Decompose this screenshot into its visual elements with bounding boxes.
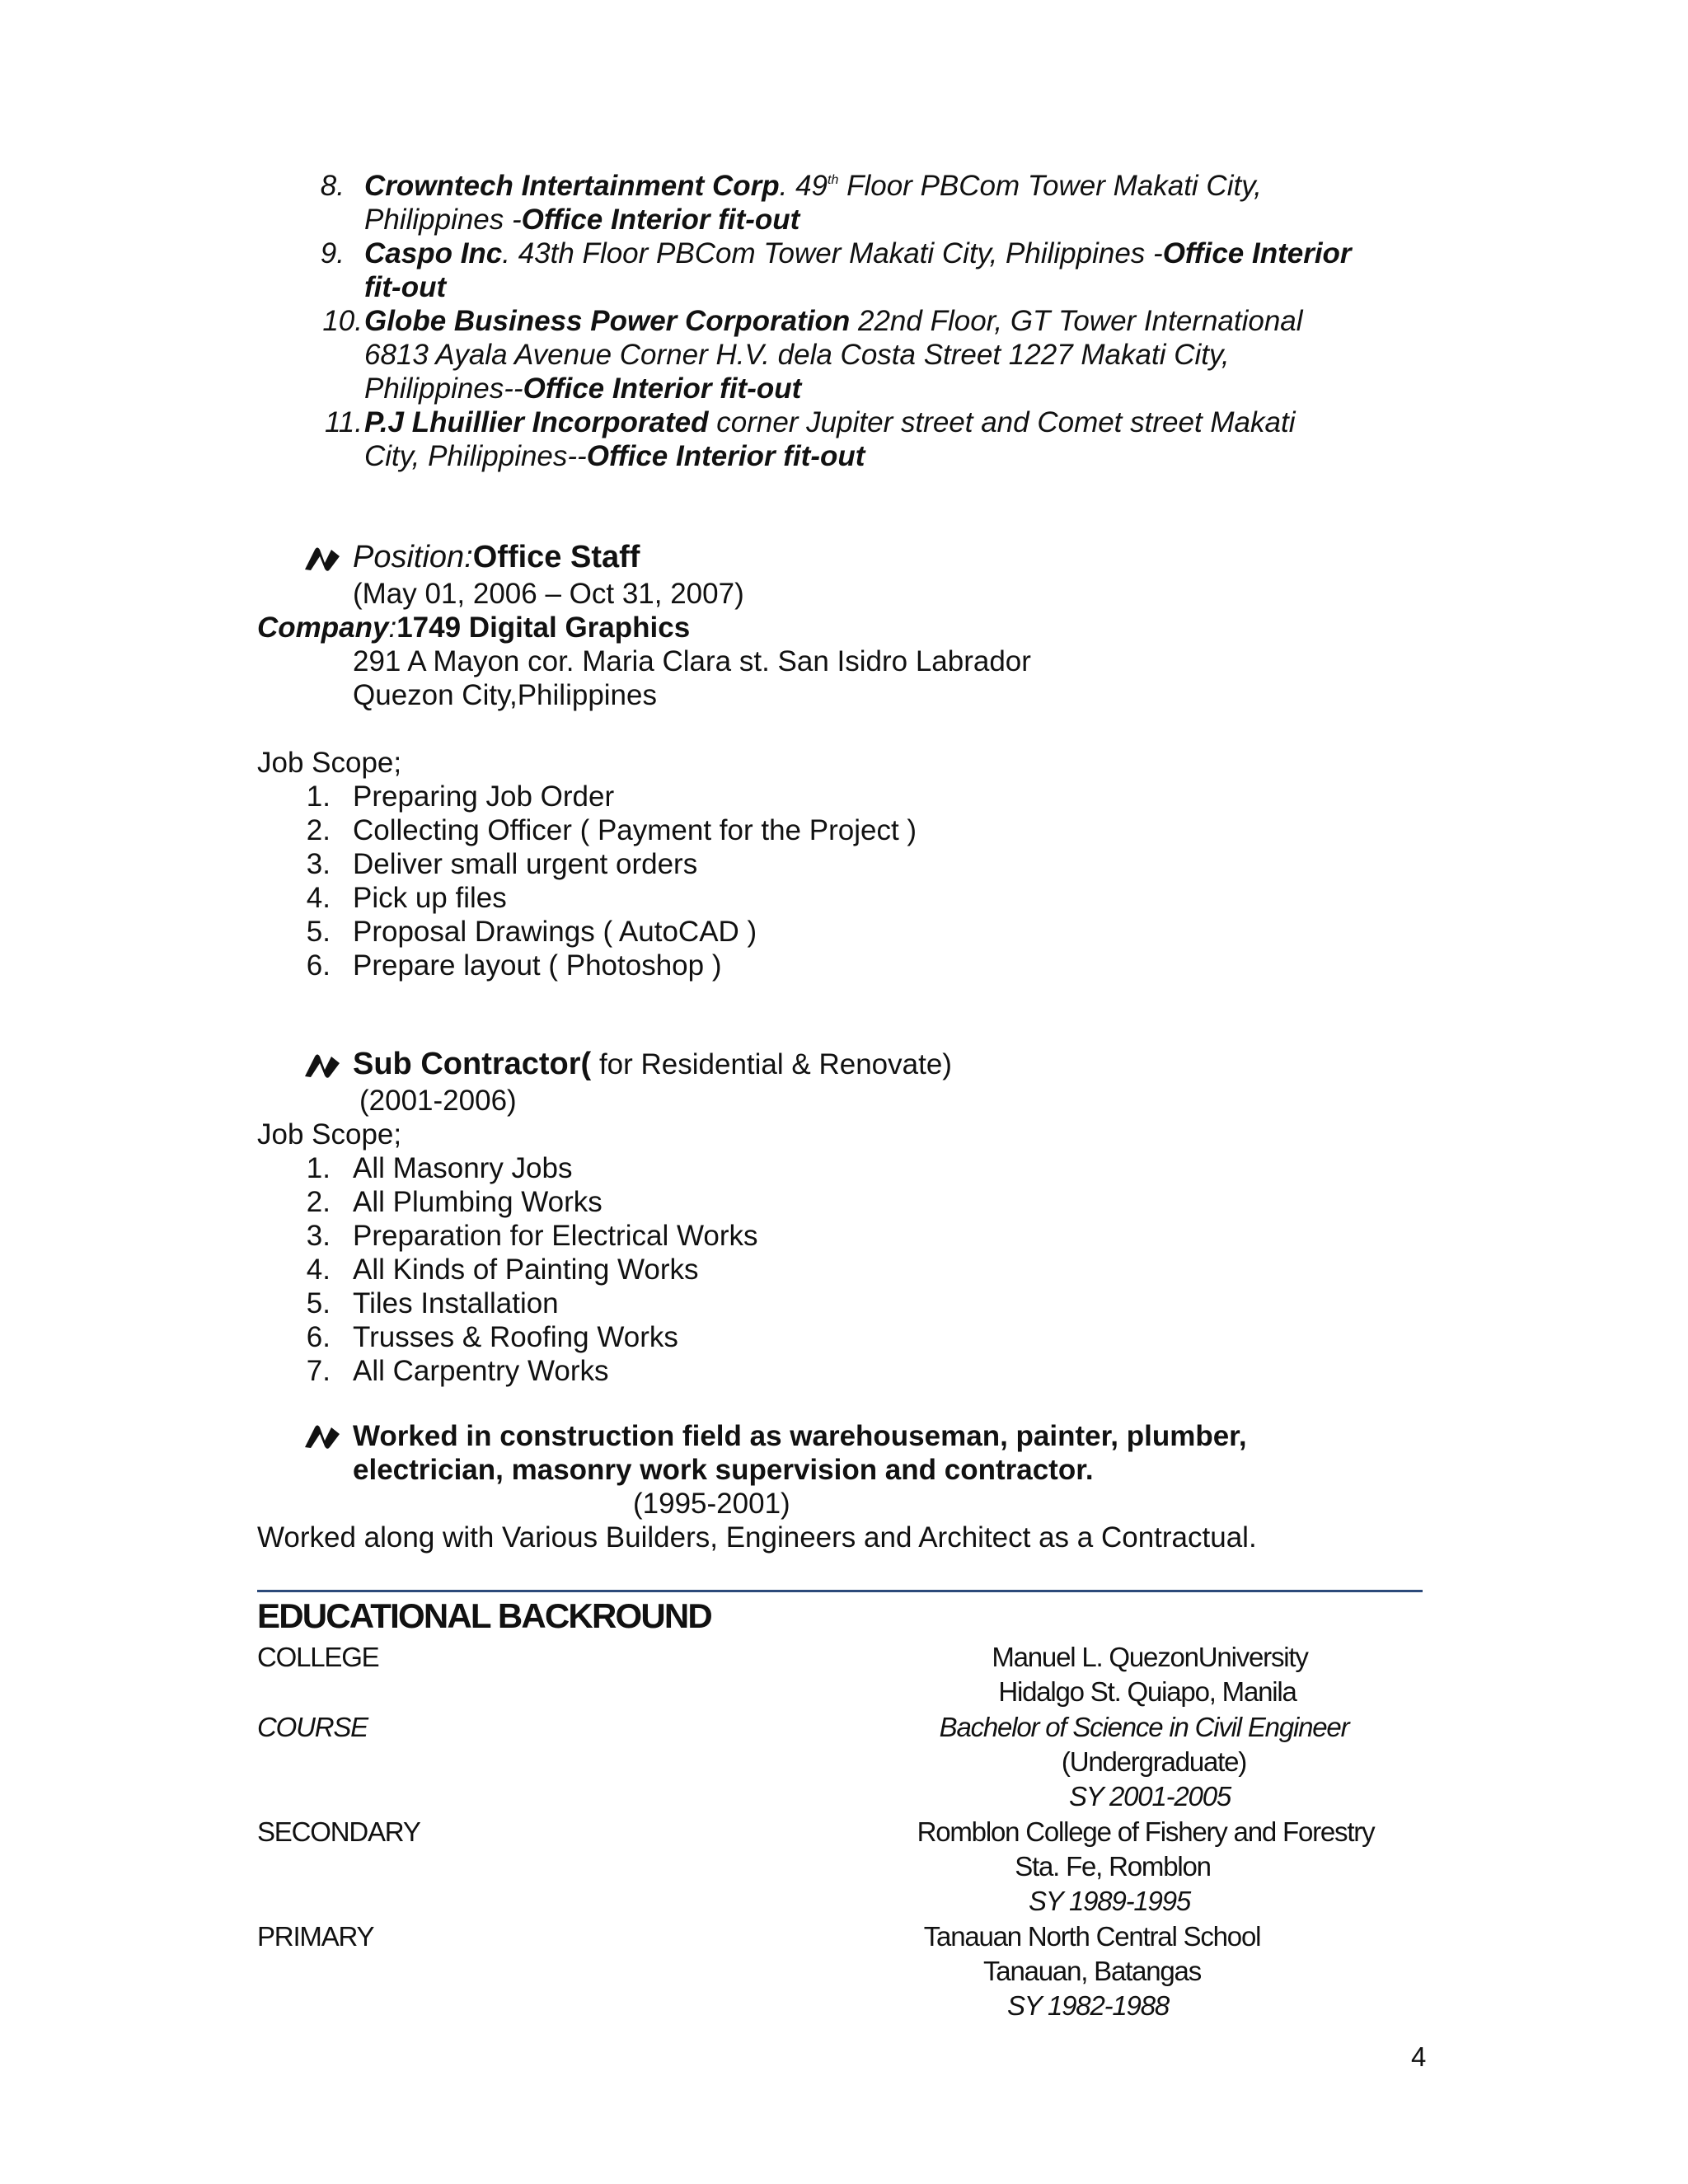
project-type: Office Interior bbox=[1162, 237, 1352, 269]
list-number: 4. bbox=[306, 1254, 331, 1286]
project-line: 6813 Ayala Avenue Corner H.V. dela Costa Street 1227 Makati City, bbox=[364, 339, 1230, 371]
list-item: Tiles Installation bbox=[353, 1287, 559, 1319]
arrow-bullet-icon bbox=[303, 545, 341, 573]
school-name: Tanauan North Central School bbox=[923, 1921, 1261, 1952]
project-text: . 49 bbox=[779, 170, 828, 202]
dates: (May 01, 2006 – Oct 31, 2007) bbox=[353, 578, 744, 610]
page-number: 4 bbox=[1411, 2041, 1426, 2072]
list-item: Deliver small urgent orders bbox=[353, 848, 698, 880]
list-number: 3. bbox=[306, 1220, 331, 1252]
company-line bbox=[257, 611, 690, 644]
list-item: Proposal Drawings ( AutoCAD ) bbox=[353, 916, 757, 948]
project-text: . 43th Floor PBCom Tower Makati City, Philippines - bbox=[502, 237, 1163, 269]
school-year: SY 1989-1995 bbox=[1028, 1886, 1191, 1916]
project-line bbox=[364, 405, 1295, 439]
project-type: Office Interior fit-out bbox=[521, 204, 800, 236]
school-address: Hidalgo St. Quiapo, Manila bbox=[998, 1676, 1296, 1707]
project-line bbox=[364, 237, 1352, 270]
company-name: Globe Business Power Corporation bbox=[364, 305, 851, 337]
position-label: Position: bbox=[353, 540, 473, 574]
list-number: 5. bbox=[306, 1287, 331, 1319]
project-text: Philippines-- bbox=[364, 373, 523, 405]
position-value: Office Staff bbox=[472, 540, 640, 574]
list-number: 6. bbox=[306, 1321, 331, 1353]
project-type: Office Interior fit-out bbox=[523, 373, 802, 405]
list-item: All Masonry Jobs bbox=[353, 1152, 573, 1184]
list-item: Pick up files bbox=[353, 882, 507, 914]
section-heading bbox=[353, 1047, 952, 1081]
project-line bbox=[364, 304, 1303, 338]
course-value: Bachelor of Science in Civil Engineer bbox=[939, 1712, 1349, 1742]
dates: (1995-2001) bbox=[633, 1488, 790, 1520]
list-number: 10. bbox=[322, 305, 363, 337]
section-subtitle: for Residential & Renovate) bbox=[591, 1048, 952, 1080]
school-name: Romblon College of Fishery and Forestry bbox=[917, 1816, 1375, 1847]
dates: (2001-2006) bbox=[359, 1085, 517, 1117]
construction-note: Worked along with Various Builders, Engineers and Architect as a Contractual. bbox=[257, 1521, 1257, 1554]
list-number: 9. bbox=[320, 237, 345, 269]
education-label: COURSE bbox=[257, 1712, 368, 1742]
list-number: 2. bbox=[306, 1186, 331, 1218]
list-number: 6. bbox=[306, 949, 331, 982]
course-status: (Undergraduate) bbox=[1061, 1746, 1247, 1777]
list-number: 1. bbox=[306, 780, 331, 813]
construction-heading: electrician, masonry work supervision and contractor. bbox=[353, 1454, 1094, 1486]
company-value: 1749 Digital Graphics bbox=[396, 612, 691, 644]
list-item: All Kinds of Painting Works bbox=[353, 1254, 699, 1286]
list-number: 2. bbox=[306, 814, 331, 846]
school-year: SY 1982-1988 bbox=[1006, 1990, 1170, 2021]
project-line bbox=[364, 169, 1262, 203]
project-type: fit-out bbox=[364, 271, 447, 303]
list-number: 4. bbox=[306, 882, 331, 914]
list-number: 3. bbox=[306, 848, 331, 880]
project-line bbox=[364, 372, 801, 405]
section-divider bbox=[257, 1590, 1423, 1592]
arrow-bullet-icon bbox=[303, 1052, 341, 1080]
list-item: Preparation for Electrical Works bbox=[353, 1220, 758, 1252]
list-item: Prepare layout ( Photoshop ) bbox=[353, 949, 722, 982]
list-number: 8. bbox=[320, 170, 345, 202]
company-name: Caspo Inc bbox=[364, 237, 503, 269]
project-text: corner Jupiter street and Comet street Makati bbox=[708, 406, 1296, 438]
list-item: All Carpentry Works bbox=[353, 1355, 609, 1387]
section-title: EDUCATIONAL BACKROUND bbox=[257, 1596, 711, 1635]
project-text: 22nd Floor, GT Tower International bbox=[850, 305, 1303, 337]
list-number: 11. bbox=[324, 406, 363, 438]
project-line bbox=[364, 203, 799, 237]
school-name: Manuel L. QuezonUniversity bbox=[992, 1642, 1308, 1672]
list-number: 7. bbox=[306, 1355, 331, 1387]
company-address: 291 A Mayon cor. Maria Clara st. San Isidro Labrador bbox=[353, 645, 1031, 677]
education-label: PRIMARY bbox=[257, 1921, 374, 1952]
superscript: th bbox=[828, 173, 839, 187]
job-scope-label: Job Scope; bbox=[257, 747, 402, 779]
list-item: Trusses & Roofing Works bbox=[353, 1321, 678, 1353]
company-name: Crowntech Intertainment Corp bbox=[364, 170, 780, 202]
position-line bbox=[353, 541, 640, 574]
list-item: Preparing Job Order bbox=[353, 780, 615, 813]
company-label: Company bbox=[257, 612, 389, 644]
list-number: 5. bbox=[306, 916, 331, 948]
project-type: Office Interior fit-out bbox=[586, 440, 865, 472]
project-line bbox=[364, 439, 865, 473]
arrow-bullet-icon bbox=[303, 1422, 341, 1451]
school-year: SY 2001-2005 bbox=[1068, 1781, 1231, 1811]
company-name: P.J Lhuillier Incorporated bbox=[364, 406, 709, 438]
section-title: Sub Contractor( bbox=[353, 1047, 592, 1081]
school-address: Sta. Fe, Romblon bbox=[1015, 1851, 1211, 1882]
company-address: Quezon City,Philippines bbox=[353, 679, 657, 711]
list-number: 1. bbox=[306, 1152, 331, 1184]
project-text: City, Philippines-- bbox=[364, 440, 587, 472]
construction-heading: Worked in construction field as warehouseman, painter, plumber, bbox=[353, 1420, 1247, 1452]
education-label: COLLEGE bbox=[257, 1642, 379, 1672]
school-address: Tanauan, Batangas bbox=[983, 1956, 1201, 1986]
company-colon: : bbox=[388, 612, 397, 644]
job-scope-label: Job Scope; bbox=[257, 1118, 402, 1151]
list-item: All Plumbing Works bbox=[353, 1186, 603, 1218]
list-item: Collecting Officer ( Payment for the Project ) bbox=[353, 814, 917, 846]
project-text: Philippines - bbox=[364, 204, 522, 236]
project-text: Floor PBCom Tower Makati City, bbox=[838, 170, 1262, 202]
education-label: SECONDARY bbox=[257, 1816, 420, 1847]
